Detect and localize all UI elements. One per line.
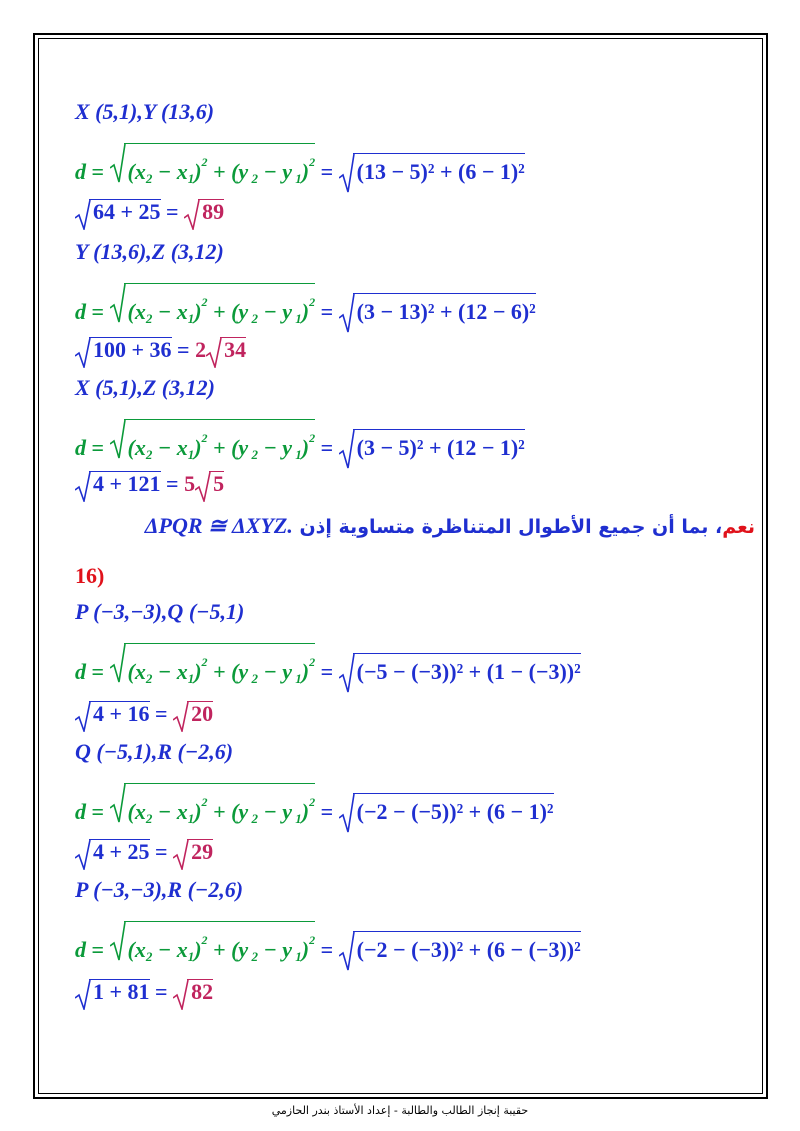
distance-formula-3: d = $(x_2 - x_1)^2 + (y$ $_2$ − y $_1$)$^2$ = (3 − 5)² + (12 − 1)² xyxy=(75,424,525,469)
distance-result-qr: 4 + 25 = 29 xyxy=(75,838,213,866)
point-pair-pr: P (−3,−3),R (−2,6) xyxy=(75,877,244,902)
distance-formula-5: d = $(x_2 - x_1)^2 + (y$ $_2$ − y $_1$)$^2$ = (−2 − (−5))² + (6 − 1)² xyxy=(75,788,554,833)
point-pair-xy: X (5,1),Y (13,6) xyxy=(75,99,215,124)
distance-formula-4: d = $(x_2 - x_1)^2 + (y$ $_2$ − y $_1$)$^2$ = (−5 − (−3))² + (1 − (−3))² xyxy=(75,648,581,693)
distance-result-pq: 4 + 16 = 20 xyxy=(75,700,213,728)
conclusion-math: ΔPQR ≅ ΔXYZ. xyxy=(144,513,293,538)
distance-result-xy: 64 + 25 = 89 xyxy=(75,198,224,226)
point-pair-pq: P (−3,−3),Q (−5,1) xyxy=(75,599,245,624)
distance-formula-2: d = $(x_2 - x_1)^2 + (y$ $_2$ − y $_1$)$^2$ = (3 − 13)² + (12 − 6)² xyxy=(75,288,536,333)
radical-formula: $(x_2 - x_1)^2 + (y$ $_2$ − y $_1$)$^2$ xyxy=(110,148,316,193)
distance-formula-1: d = $(x_2 - x_1)^2 + (y$ $_2$ − y $_1$)$^2$ = (13 − 5)² + (6 − 1)² xyxy=(75,148,525,193)
distance-result-pr: 1 + 81 = 82 xyxy=(75,978,213,1006)
point-pair-qr: Q (−5,1),R (−2,6) xyxy=(75,739,234,764)
distance-result-xz: 4 + 121 = 5 5 xyxy=(75,470,224,498)
point-pair-xz: X (5,1),Z (3,12) xyxy=(75,375,215,400)
distance-formula-6: d = $(x_2 - x_1)^2 + (y$ $_2$ − y $_1$)$^2$ = (−2 − (−3))² + (6 − (−3))² xyxy=(75,926,581,971)
conclusion-yes: نعم xyxy=(722,516,755,538)
point-pair-yz: Y (13,6),Z (3,12) xyxy=(75,239,224,264)
distance-result-yz: 100 + 36 = 2 34 xyxy=(75,336,246,364)
conclusion-text: ، بما أن جميع الأطوال المتناظرة متساوية إذن xyxy=(292,516,723,538)
page-footer: حقيبة إنجاز الطالب والطالبة - إعداد الأستاذ بندر الحازمي xyxy=(271,1104,529,1117)
problem-number-16: 16) xyxy=(75,563,105,588)
radical-substitution: (13 − 5)² + (6 − 1)² xyxy=(339,158,525,186)
congruence-conclusion xyxy=(145,513,755,539)
